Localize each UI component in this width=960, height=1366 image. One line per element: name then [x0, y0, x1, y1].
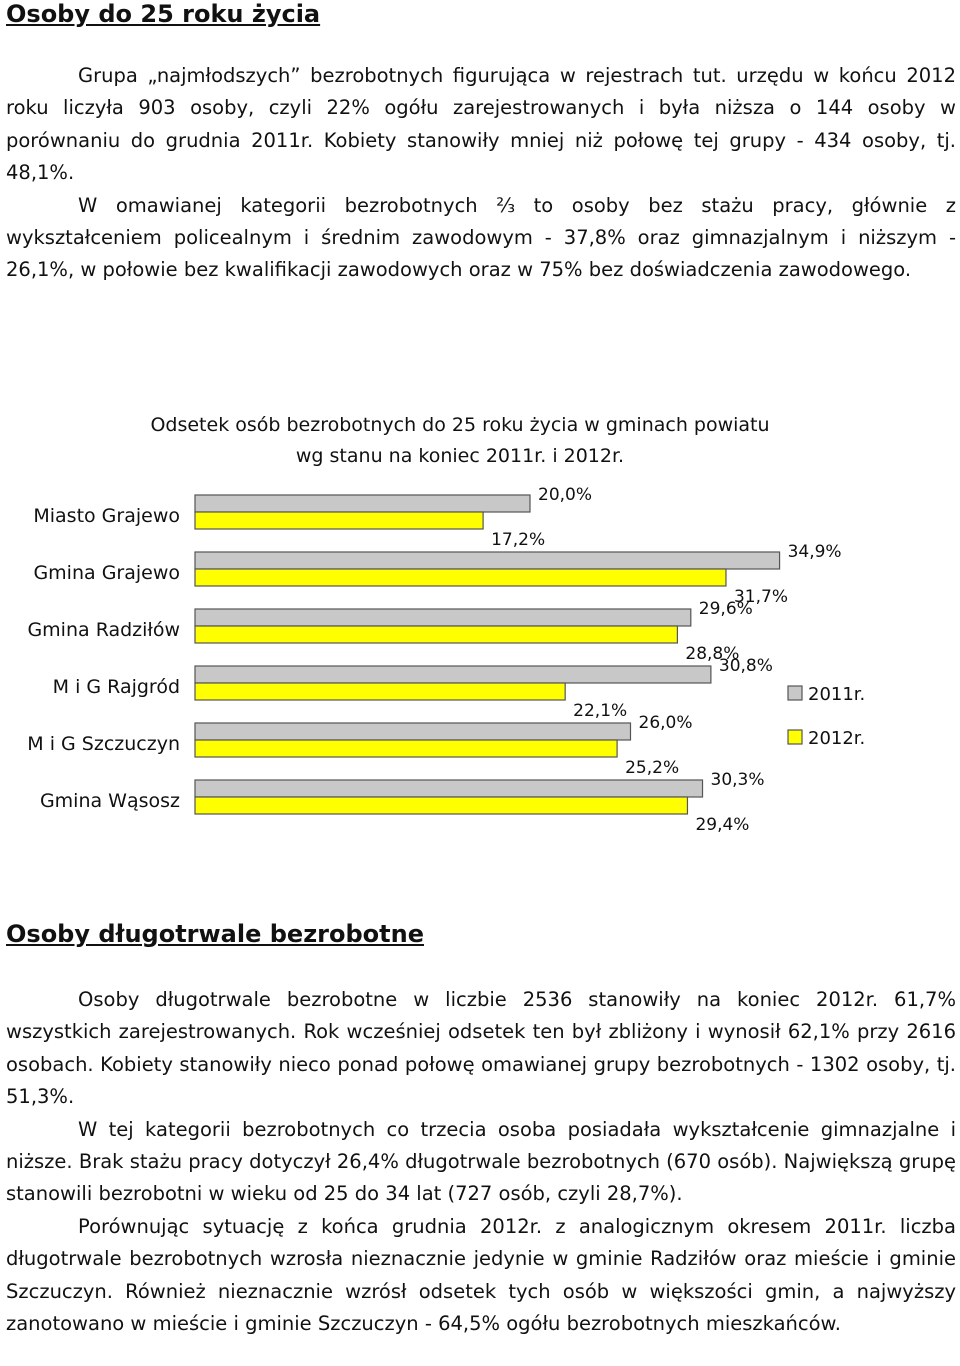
section-text-long-term [6, 984, 956, 1340]
bar-2012 [195, 569, 726, 586]
chart-title [60, 410, 860, 472]
data-label: 28,8% [685, 644, 740, 664]
bar-2011 [195, 552, 780, 569]
category-label: M i G Szczuczyn [27, 733, 180, 755]
legend-label: 2012r. [808, 728, 866, 749]
data-label: 20,0% [538, 485, 593, 505]
category-label: Gmina Radziłów [27, 619, 180, 641]
bar-2012 [195, 626, 677, 643]
chart-title-line: Odsetek osób bezrobotnych do 25 roku życia w gminach powiatu [150, 414, 770, 436]
bar-2011 [195, 723, 631, 740]
bar-2011 [195, 495, 530, 512]
category-label: M i G Rajgród [52, 676, 180, 698]
data-label: 25,2% [625, 758, 680, 778]
bar-2012 [195, 740, 617, 757]
section-heading-long-term: Osoby długotrwale bezrobotne [6, 920, 424, 948]
legend-label: 2011r. [808, 684, 866, 705]
category-label: Gmina Wąsosz [39, 790, 180, 812]
section-heading-youth: Osoby do 25 roku życia [6, 0, 321, 28]
paragraph: W omawianej kategorii bezrobotnych ⅔ to osoby bez stażu pracy, głównie z wykształceniem policealnym i średnim zawodowym - 37,8% oraz gimnazjalnym i niższym - 26,1%, w połowie bez kwalifikacji zawodowych oraz w 75% bez doświadczenia zawodowego. [6, 193, 956, 282]
bar-2012 [195, 512, 483, 529]
data-label: 17,2% [491, 530, 546, 550]
bar-2012 [195, 797, 687, 814]
data-label: 30,8% [718, 656, 773, 676]
paragraph: W tej kategorii bezrobotnych co trzecia osoba posiadała wykształcenie gimnazjalne i niższe. Brak stażu pracy dotyczył 26,4% długotrwale bezrobotnych (670 osób). Największą grupę stanowili bezrobotni w wieku od 25 do 34 lat (727 osób, czyli 28,7%). [6, 1117, 956, 1206]
data-label: 30,3% [710, 770, 765, 790]
paragraph: Grupa „najmłodszych” bezrobotnych figurująca w rejestrach tut. urzędu w końcu 2012 roku liczyła 903 osoby, czyli 22% ogółu zarejestrowanych i była niższa o 144 osoby w porównaniu do grudnia 2011r. Kobiety stanowiły mniej niż połowę tej grupy - 434 osoby, tj. 48,1%. [6, 64, 956, 185]
chart-title-line: wg stanu na koniec 2011r. i 2012r. [295, 445, 625, 467]
legend-swatch [788, 686, 802, 700]
bar-chart [0, 480, 960, 840]
bar-2011 [195, 666, 711, 683]
paragraph: Osoby długotrwale bezrobotne w liczbie 2536 stanowiły na koniec 2012r. 61,7% wszystkich zarejestrowanych. Rok wcześniej odsetek ten był zbliżony i wynosił 62,1% przy 2616 osobach. Kobiety stanowiły nieco ponad połowę omawianej grupy bezrobotnych - 1302 osoby, tj. 51,3%. [6, 988, 956, 1109]
data-label: 34,9% [787, 542, 842, 562]
bar-2011 [195, 609, 691, 626]
bar-2012 [195, 683, 565, 700]
data-label: 22,1% [573, 701, 628, 721]
data-label: 31,7% [733, 587, 788, 607]
paragraph: Porównując sytuację z końca grudnia 2012r. z analogicznym okresem 2011r. liczba długotrwale bezrobotnych wzrosła nieznacznie jedynie w gminie Radziłów oraz mieście i gminie Szczuczyn. Również nieznacznie wzrósł odsetek tych osób w większości gmin, a najwyższy zanotowano w mieście i gminie Szczuczyn - 64,5% ogółu bezrobotnych mieszkańców. [6, 1214, 956, 1336]
data-label: 29,6% [698, 599, 753, 619]
data-label: 26,0% [638, 713, 693, 733]
data-label: 29,4% [695, 815, 750, 835]
bar-2011 [195, 780, 703, 797]
category-label: Miasto Grajewo [33, 505, 180, 527]
section-text-youth [6, 60, 956, 287]
category-label: Gmina Grajewo [33, 562, 180, 584]
legend-swatch [788, 730, 802, 744]
